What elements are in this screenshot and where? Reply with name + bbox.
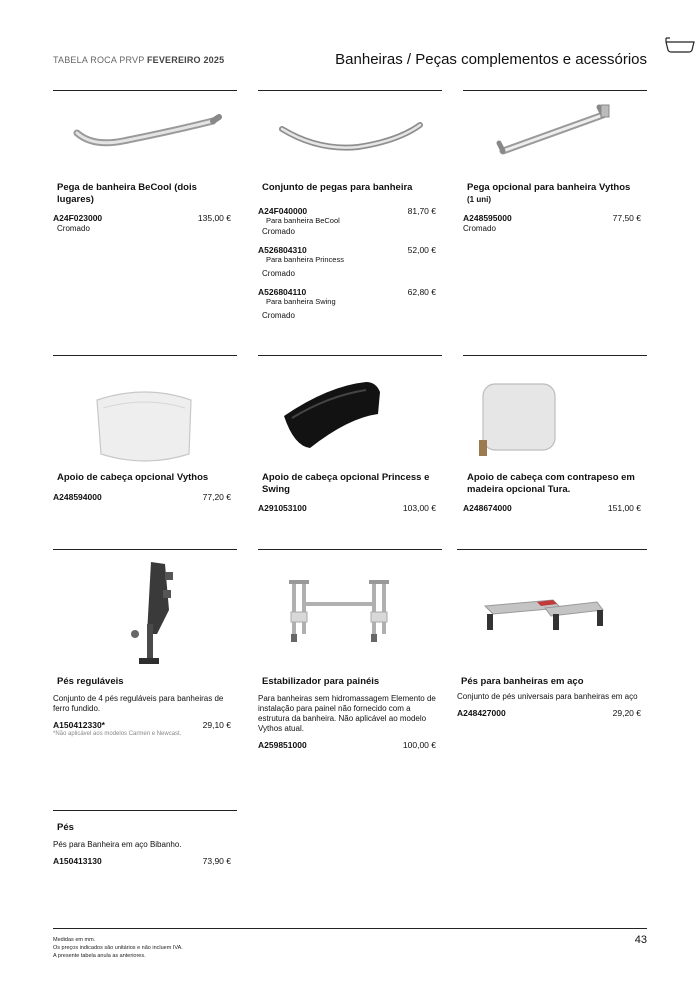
product-price: 81,70 € [407,205,436,216]
product-line [463,213,647,223]
product-card [53,90,237,234]
product-card [258,90,442,321]
product-code: A248427000 [457,707,506,718]
product-finish: Cromado [262,268,295,278]
product-image [53,550,237,676]
product-title: Pés reguláveis [57,676,124,687]
product-card [457,549,647,718]
product-code: A150413130 [53,855,102,866]
product-finish: Cromado [57,224,90,233]
product-price: 151,00 € [607,503,641,513]
product-card [53,355,237,502]
product-code: A248674000 [463,503,512,513]
header-prefix: TABELA ROCA PRVP [53,55,145,65]
product-code: A24F040000 [258,205,308,216]
divider [53,810,237,811]
product-code: A259851000 [258,739,307,750]
product-price: 62,80 € [407,286,436,297]
product-line [258,206,442,216]
product-card [463,355,647,513]
product-image [53,91,237,177]
product-code: A526804110 [258,286,307,297]
product-title-qty: (1 uni) [467,194,491,204]
product-variant: Para banheira Princess [266,254,344,264]
product-card [53,810,237,866]
product-line [53,492,237,502]
product-image [258,356,442,472]
product-title: Pés para banheiras em aço [461,676,584,687]
page-title: Banheiras / Peças complementos e acessórios [335,51,647,68]
product-title-text: Pega opcional para banheira Vythos [467,182,631,193]
product-finish: Cromado [463,224,496,233]
product-description: Para banheiras sem hidromassagem Elemento de instalação para painel não fornecido com a estrutura da banheira. Não aplicável ao modelo Vythos atual. [258,693,436,733]
product-line [258,740,442,750]
product-title: Pés [57,822,74,833]
product-line [457,708,647,718]
product-finish: Cromado [262,226,295,236]
product-description: Conjunto de 4 pés reguláveis para banheiras de ferro fundido. [53,693,224,713]
product-title: Conjunto de pegas para banheira [262,182,413,193]
footer-divider [53,928,647,929]
product-code: A248595000 [463,213,512,223]
product-price: 100,00 € [402,739,436,750]
page-number: 43 [634,934,647,946]
product-image [53,356,237,472]
product-image [258,91,442,177]
product-code: A24F023000 [53,213,103,223]
product-line [463,503,647,513]
product-title [467,182,647,205]
product-price: 73,90 € [202,855,231,866]
product-line [53,213,237,223]
product-title: Estabilizador para painéis [262,676,380,687]
product-description: Conjunto de pés universais para banheiras em aço [457,691,638,701]
product-code: A150412330* [53,719,105,730]
product-price: 103,00 € [402,503,436,513]
product-price: 77,50 € [612,213,641,223]
steel-bath-feet-icon [457,550,647,676]
product-image [258,550,442,676]
product-price: 52,00 € [407,244,436,255]
product-price: 29,10 € [202,719,231,730]
product-price: 77,20 € [202,491,231,502]
product-code: A248594000 [53,491,102,502]
product-card [53,549,237,737]
product-image [457,550,647,676]
product-image [463,91,647,177]
vythos-handle-icon [463,91,647,177]
product-price: 29,20 € [612,707,641,718]
product-card [258,355,442,513]
product-title: Apoio de cabeça com contrapeso em madeira opcional Tura. [467,472,635,495]
product-card [258,549,442,750]
product-note: *Não aplicável aos modelos Carmen e Newcast. [53,730,182,737]
product-title: Pega de banheira BeCool (dois lugares) [57,182,197,205]
product-variant: Para banheira Swing [266,296,336,306]
product-line [258,503,442,513]
handle-set-icon [258,91,442,177]
header-subtitle [53,55,224,65]
product-description: Pés para Banheira em aço Bibanho. [53,839,182,849]
footer-note: A presente tabela anula as anteriores. [53,953,146,959]
product-variant: Para banheira BeCool [266,215,340,225]
vythos-headrest-icon [53,356,237,472]
product-card [463,90,647,234]
product-code: A291053100 [258,503,307,513]
panel-stabilizer-icon [258,550,442,676]
header-date: FEVEREIRO 2025 [146,55,225,65]
footer-notes [53,936,183,960]
becool-handle-icon [53,91,237,177]
footer-note: Medidas em mm. [53,937,96,943]
tura-headrest-icon [463,356,647,472]
product-title: Apoio de cabeça opcional Vythos [57,472,209,483]
product-line [53,856,237,866]
product-code: A526804310 [258,244,307,255]
footer-note: Os preços indicados são unitários e não incluem IVA. [53,945,183,951]
bathtub-icon [664,36,696,54]
product-finish: Cromado [262,310,295,320]
product-line [258,287,442,297]
princess-headrest-icon [258,356,442,472]
product-image [463,356,647,472]
product-title: Apoio de cabeça opcional Princess e Swing [262,472,430,495]
product-line [53,720,237,730]
product-price: 135,00 € [197,213,231,223]
product-line [258,245,442,255]
adjustable-foot-icon [53,550,237,676]
